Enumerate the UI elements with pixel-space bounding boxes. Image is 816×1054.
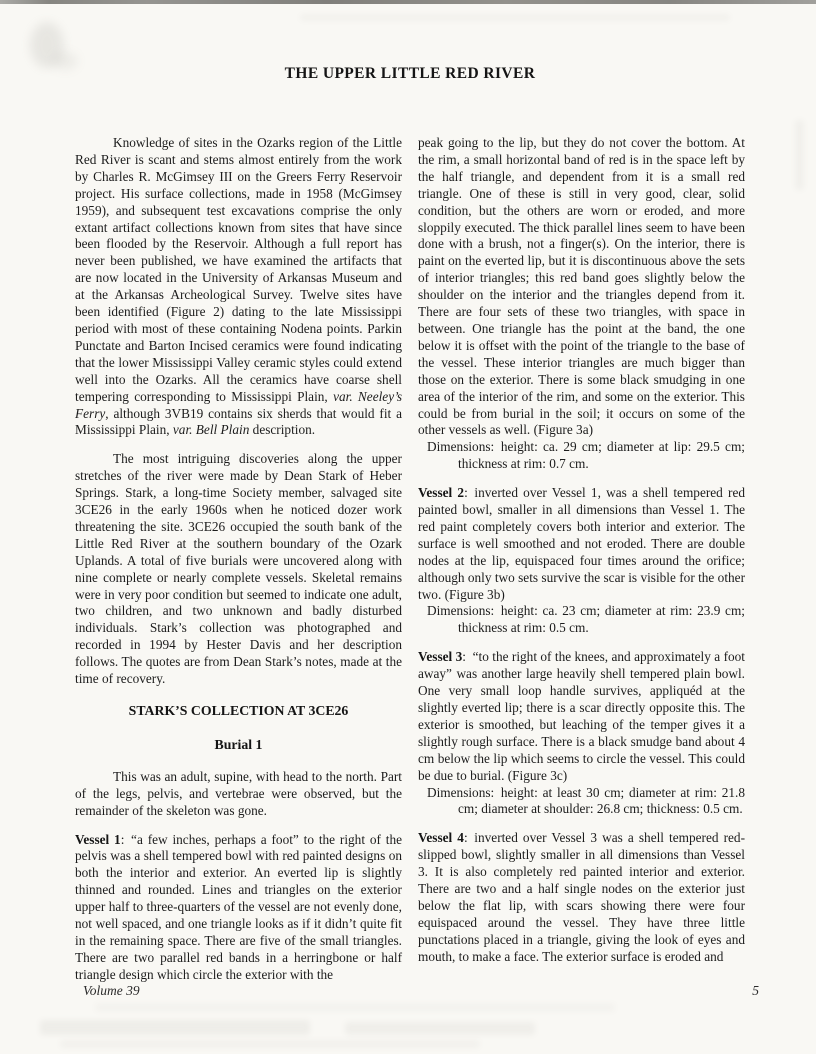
two-column-layout: [75, 135, 745, 984]
paragraph-burial-description: This was an adult, supine, with head to the north. Part of the legs, pelvis, and vertebrae were observed, but the remainder of the skeleton was gone.: [75, 768, 402, 818]
paragraph-vessel-2: [418, 485, 745, 603]
paragraph-introduction: [75, 135, 402, 439]
page-title: THE UPPER LITTLE RED RIVER: [284, 65, 536, 82]
scan-artifact-top-edge: [0, 0, 816, 4]
vessel-3-text: : “to the right of the knees, and approximately a foot away” was another large heavily shell tempered plain bowl. One very small loop handle survives, appliquéd at the slightly everted lip; there is a scar directly opposite this. The exterior is smoothed, but leaching of the temper gives it a slightly rough surface. There is a black smudge band about 4 cm below the lip which seems to circle the vessel. This could be due to burial. (Figure 3c): [418, 649, 746, 783]
variety-neeleys-ferry: var. Neeley’s Ferry: [75, 388, 402, 421]
page-content: [75, 65, 745, 984]
intro-text: Knowledge of sites in the Ozarks region of the Little Red River is scant and stems almost entirely from the work by Charles R. McGimsey III on the Greers Ferry Reservoir project. His surface collections, made in 1958 (McGimsey 1959), and subsequent test excavations comprise the only extant artifact collections known from sites that have since been flooded by the Reservoir. Although a full report has never been published, we have examined the artifacts that are now located in the University of Arkansas Museum and at the Arkansas Archeological Survey. Twelve sites have been identified (Figure 2) dating to the late Mississippi period with most of these containing Nodena points. Parkin Punctate and Barton Incised ceramics were found indicating that the lower Mississippi Valley ceramic styles could extend well into the Ozarks. All the ceramics have coarse shell tempering corresponding to Mississippi Plain,: [75, 135, 402, 404]
paragraph-vessel-1-continued: peak going to the lip, but they do not cover the bottom. At the rim, a small horizontal band of red is in the space left by the half triangle, and dependent from it is a small red triangle. One of these is still in very good, clear, solid condition, but the others are worn or eroded, and more sloppily executed. The thick parallel lines seem to have been done with a brush, not a finger(s). On the interior, there is paint on the everted lip, but it is discontinuous above the sets of interior triangles; this red band goes slightly below the shoulder on the interior and the triangles depend from it. There are four sets of these two triangles, with space in between. One triangle has the point at the band, the one below it is offset with the point of the triangle to the base of the vessel. These interior triangles are much bigger than those on the exterior. There is some black smudging in one area of the interior of the rim, and some on the exterior. This could be from burial in the soil; it occurs on some of the other vessels as well. (Figure 3a): [418, 135, 745, 438]
variety-bell-plain: var. Bell Plain: [172, 422, 250, 438]
left-column: [75, 135, 402, 984]
intro-text: , although 3VB19 contains six sherds that would fit a Mississippi Plain,: [75, 405, 402, 438]
scan-bleedthrough: [795, 120, 804, 190]
vessel-3-label: Vessel 3: [418, 649, 463, 665]
vessel-2-text: : inverted over Vessel 1, was a shell tempered red painted bowl, smaller in all dimensions than Vessel 1. The red paint completely covers both interior and exterior. The surface is well smoothed and not eroded. There are double nodes at the lip, equispaced four times around the orifice; although only two sets survive the scar is visible for the other two. (Figure 3b): [418, 485, 745, 602]
scan-bleedthrough: [300, 14, 730, 21]
vessel-1-dimensions: Dimensions: height: ca. 29 cm; diameter at lip: 29.5 cm; thickness at rim: 0.7 cm.: [427, 439, 745, 472]
paragraph-stark-discoveries: The most intriguing discoveries along the upper stretches of the river were made by Dean Stark of Heber Springs. Stark, a long-time Society member, salvaged site 3CE26 in the early 1960s when he noticed dozer work threatening the site. 3CE26 occupied the south bank of the Little Red River at the southern boundary of the Ozark Uplands. A total of five burials were uncovered along with nine complete or nearly complete vessels. Skeletal remains were in very poor condition but seemed to indicate one adult, two children, and two unknown and badly disturbed individuals. Stark’s collection was photographed and recorded in 1994 by Hester Davis and her description follows. The quotes are from Dean Stark’s notes, made at the time of recovery.: [75, 451, 402, 687]
right-column: [418, 135, 745, 984]
vessel-1-text: : “a few inches, perhaps a foot” to the right of the pelvis was a shell tempered bowl with red painted designs on both the interior and exterior. An everted lip is slightly thinned and rounded. Lines and triangles on the exterior upper half to three-quarters of the vessel are not evenly done, not well spaced, and one triangle looks as if it didn’t quite fit in the remaining space. There are five of the small triangles. There are two parallel red bands in a herringbone or half triangle design which circle the exterior with the: [75, 831, 403, 982]
vessel-2-label: Vessel 2: [418, 485, 465, 501]
intro-text: description.: [249, 422, 316, 438]
paragraph-vessel-3: [418, 649, 745, 784]
subsection-heading-burial-1: Burial 1: [214, 736, 263, 752]
vessel-2-dimensions: Dimensions: height: ca. 23 cm; diameter at rim: 23.9 cm; thickness at rim: 0.5 cm.: [427, 603, 745, 636]
paragraph-vessel-1: [75, 832, 402, 984]
scan-bleedthrough: [345, 1022, 535, 1035]
vessel-3-dimensions: Dimensions: height: at least 30 cm; diameter at rim: 21.8 cm; diameter at shoulder: 26.8 cm; thickness: 0.5 cm.: [427, 784, 745, 817]
vessel-4-label: Vessel 4: [418, 830, 464, 846]
scan-bleedthrough: [60, 1040, 480, 1048]
scan-bleedthrough: [40, 1020, 310, 1035]
page-footer: [83, 983, 759, 999]
footer-page-number: 5: [752, 983, 759, 998]
vessel-4-text: : inverted over Vessel 3 was a shell tempered red-slipped bowl, slightly smaller in all dimensions than Vessel 3. It is also completely red painted interior and exterior. There are two and a half single nodes on the exterior just below the flat lip, with scars showing there were four equispaced around the vessel. They have three little punctations placed in a triangle, giving the look of eyes and mouth, to make a face. The exterior surface is eroded and: [418, 830, 745, 964]
vessel-1-label: Vessel 1: [75, 831, 121, 847]
paragraph-vessel-4: [418, 830, 745, 965]
footer-volume: Volume 39: [83, 983, 140, 998]
scan-bleedthrough: [95, 1003, 615, 1012]
section-heading-starks-collection: STARK’S COLLECTION AT 3CE26: [128, 703, 349, 718]
